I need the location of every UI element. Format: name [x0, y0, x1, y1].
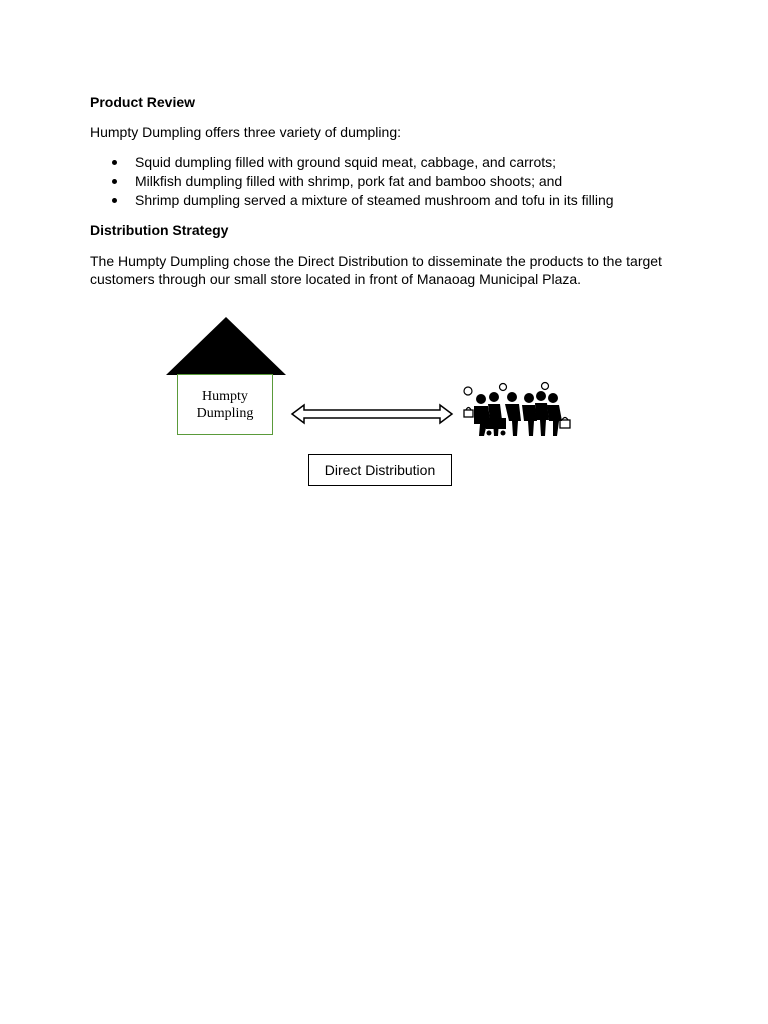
product-review-intro: Humpty Dumpling offers three variety of dumpling: — [90, 124, 401, 140]
house-roof-icon — [166, 317, 286, 375]
store-name-line1: Humpty — [202, 388, 248, 404]
dumpling-list — [90, 153, 614, 210]
bullet-icon — [112, 198, 117, 203]
double-arrow-icon — [290, 403, 454, 425]
product-review-heading: Product Review — [90, 94, 196, 110]
store-box — [177, 374, 273, 435]
distribution-strategy-body: The Humpty Dumpling chose the Direct Distribution to disseminate the products to the target customers through our small store located in front of Manaoag Municipal Plaza. — [90, 253, 662, 287]
bullet-icon — [112, 179, 117, 184]
list-item: Squid dumpling filled with ground squid meat, cabbage, and carrots; — [90, 153, 614, 172]
list-item: Shrimp dumpling served a mixture of steamed mushroom and tofu in its filling — [90, 191, 614, 210]
list-item: Milkfish dumpling filled with shrimp, pork fat and bamboo shoots; and — [90, 172, 614, 191]
shoppers-group-icon — [458, 380, 574, 440]
bullet-icon — [112, 160, 117, 165]
direct-distribution-label: Direct Distribution — [308, 454, 452, 486]
distribution-strategy-heading: Distribution Strategy — [90, 222, 229, 238]
store-name-line2: Dumpling — [196, 405, 254, 421]
